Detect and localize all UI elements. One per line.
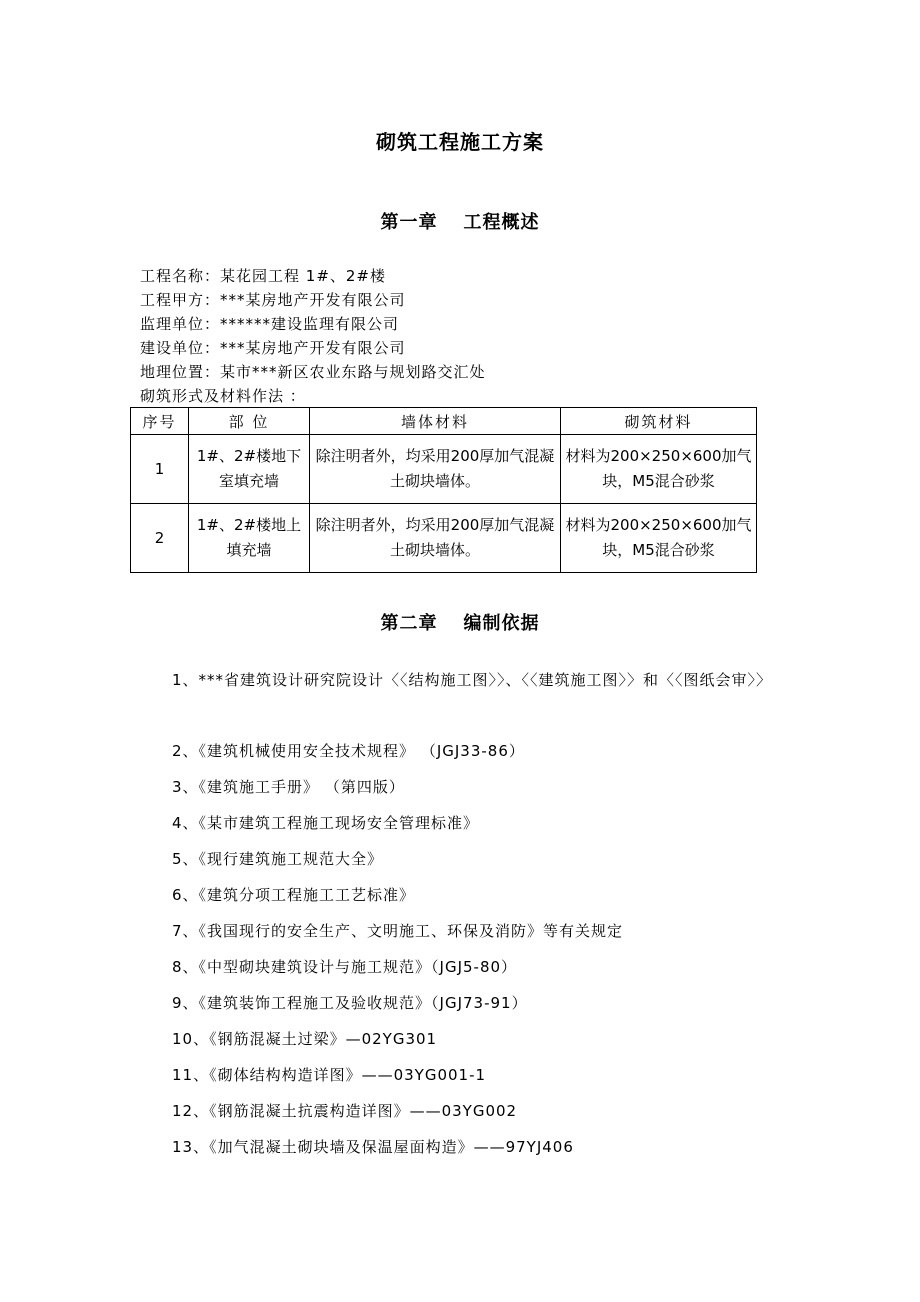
header-masonry-material: 砌筑材料 [561, 408, 757, 435]
info-location: 地理位置：某市***新区农业东路与规划路交汇处 [140, 363, 486, 381]
list-item: 11、《砌体结构构造详图》——03YG001-1 [172, 1066, 487, 1084]
chapter-2-number: 第二章 [380, 613, 438, 634]
info-builder: 建设单位：***某房地产开发有限公司 [140, 339, 406, 357]
cell-wall-material: 除注明者外，均采用200厚加气混凝土砌块墙体。 [310, 504, 561, 573]
chapter-1-heading [0, 208, 920, 234]
chapter-1-name: 工程概述 [463, 212, 540, 233]
info-client: 工程甲方：***某房地产开发有限公司 [140, 291, 406, 309]
table-row [131, 435, 757, 504]
materials-table [130, 407, 757, 573]
list-item: 13、《加气混凝土砌块墙及保温屋面构造》——97YJ406 [172, 1138, 574, 1156]
cell-wall-material: 除注明者外，均采用200厚加气混凝土砌块墙体。 [310, 435, 561, 504]
info-project-name: 工程名称：某花园工程 1#、2#楼 [140, 267, 386, 285]
list-item: 8、《中型砌块建筑设计与施工规范》（JGJ5-80） [172, 958, 518, 976]
header-wall-material: 墙体材料 [310, 408, 561, 435]
list-item: 5、《现行建筑施工规范大全》 [172, 850, 384, 868]
info-masonry-method: 砌筑形式及材料作法 ： [140, 387, 306, 405]
list-item: 12、《钢筋混凝土抗震构造详图》——03YG002 [172, 1102, 518, 1120]
chapter-2-heading [0, 609, 920, 635]
project-info [140, 264, 486, 408]
list-item: 3、《建筑施工手册》 （第四版） [172, 778, 405, 796]
table-row [131, 504, 757, 573]
list-item: 9、《建筑装饰工程施工及验收规范》（JGJ73-91） [172, 994, 528, 1012]
cell-masonry-material: 材料为200×250×600加气块，M5混合砂浆 [561, 504, 757, 573]
cell-location: 1#、2#楼地下室填充墙 [189, 435, 310, 504]
info-supervisor: 监理单位：******建设监理有限公司 [140, 315, 400, 333]
document-title: 砌筑工程施工方案 [376, 130, 544, 154]
cell-seq: 1 [131, 435, 189, 504]
basis-list [172, 663, 792, 1167]
list-item: 4、《某市建筑工程施工现场安全管理标准》 [172, 814, 480, 832]
list-item: 2、《建筑机械使用安全技术规程》 （JGJ33-86） [172, 742, 525, 760]
list-item: 1、***省建筑设计研究院设计〈〈结构施工图〉〉、〈〈建筑施工图〉〉和〈〈图纸会审〉〉 [172, 671, 773, 689]
cell-seq: 2 [131, 504, 189, 573]
list-item: 10、《钢筋混凝土过梁》—02YG301 [172, 1030, 438, 1048]
header-seq: 序号 [131, 408, 189, 435]
chapter-1-number: 第一章 [380, 212, 438, 233]
cell-location: 1#、2#楼地上填充墙 [189, 504, 310, 573]
header-location: 部 位 [189, 408, 310, 435]
list-item: 6、《建筑分项工程施工工艺标准》 [172, 886, 416, 904]
chapter-2-name: 编制依据 [463, 613, 540, 634]
list-item: 7、《我国现行的安全生产、文明施工、环保及消防》等有关规定 [172, 922, 624, 940]
cell-masonry-material: 材料为200×250×600加气块，M5混合砂浆 [561, 435, 757, 504]
table-header-row [131, 408, 757, 435]
